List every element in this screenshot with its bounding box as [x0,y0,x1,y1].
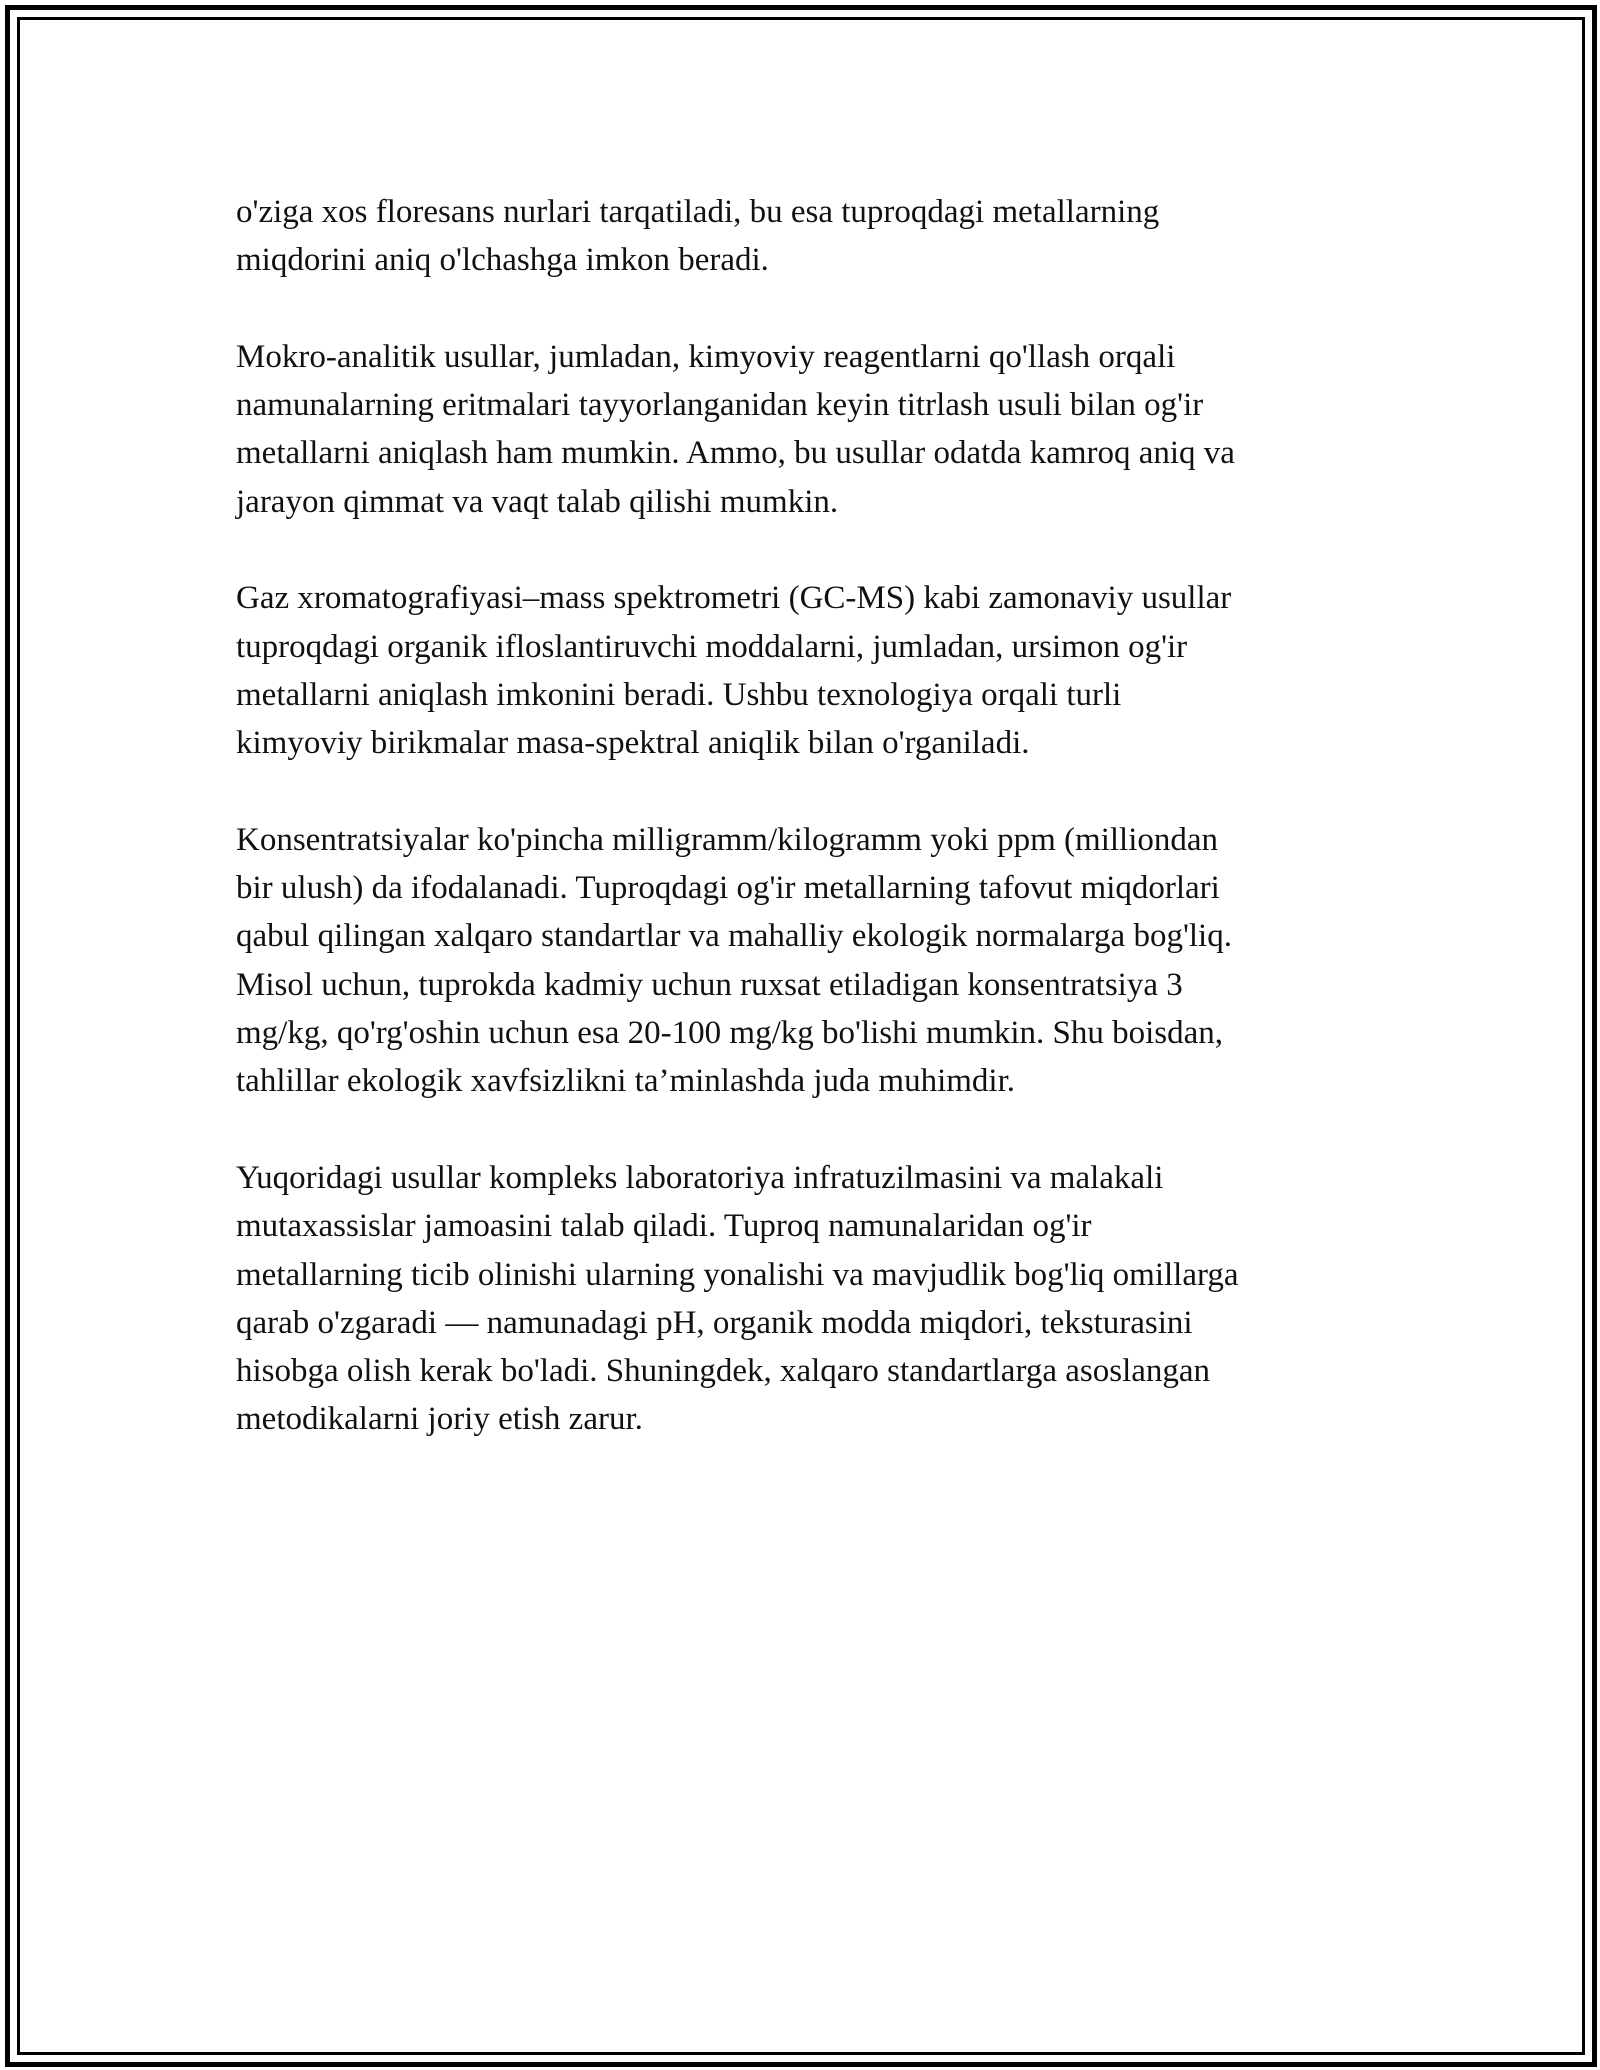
paragraph-3: Gaz xromatografiyasi–mass spektrometri (GC-MS) kabi zamonaviy usullar tuproqdagi organik ifloslantiruvchi moddalarni, jumladan, ursimon og'ir metallarni aniqlash imkonini beradi. Ushbu texnologiya orqali turli kimyoviy birikmalar masa-spektral aniqlik bilan o'rganiladi. [236,580,1232,762]
document-body [236,188,1376,1492]
paragraph-4: Konsentratsiyalar ko'pincha milligramm/kilogramm yoki ppm (milliondan bir ulush) da ifodalanadi. Tuproqdagi og'ir metallarning tafovut miqdorlari qabul qilingan xalqaro standartlar va mahalliy ekologik normalarga bog'liq. Misol uchun, tuprokda kadmiy uchun ruxsat etiladigan konsentratsiya 3 mg/kg, qo'rg'oshin uchun esa 20-100 mg/kg bo'lishi mumkin. Shu boisdan, tahlillar ekologik xavfsizlikni ta’minlashda juda muhimdir. [236,821,1232,1100]
paragraph-5: Yuqoridagi usullar kompleks laboratoriya infratuzilmasini va malakali mutaxassislar jamoasini talab qiladi. Tuproq namunalaridan og'ir metallarning ticib olinishi ularning yonalishi va mavjudlik bog'liq omillarga qarab o'zgaradi — namunadagi pH, organik modda miqdori, teksturasini hisobga olish kerak bo'ladi. Shuningdek, xalqaro standartlarga asoslangan metodikalarni joriy etish zarur. [236,1159,1239,1438]
paragraph-1: o'ziga xos floresans nurlari tarqatiladi, bu esa tuproqdagi metallarning miqdorini aniq o'lchashga imkon beradi. [236,194,1160,279]
paragraph-2: Mokro-analitik usullar, jumladan, kimyoviy reagentlarni qo'llash orqali namunalarning eritmalari tayyorlanganidan keyin titrlash usuli bilan og'ir metallarni aniqlash ham mumkin. Ammo, bu usullar odatda kamroq aniq va jarayon qimmat va vaqt talab qilishi mumkin. [236,338,1235,520]
